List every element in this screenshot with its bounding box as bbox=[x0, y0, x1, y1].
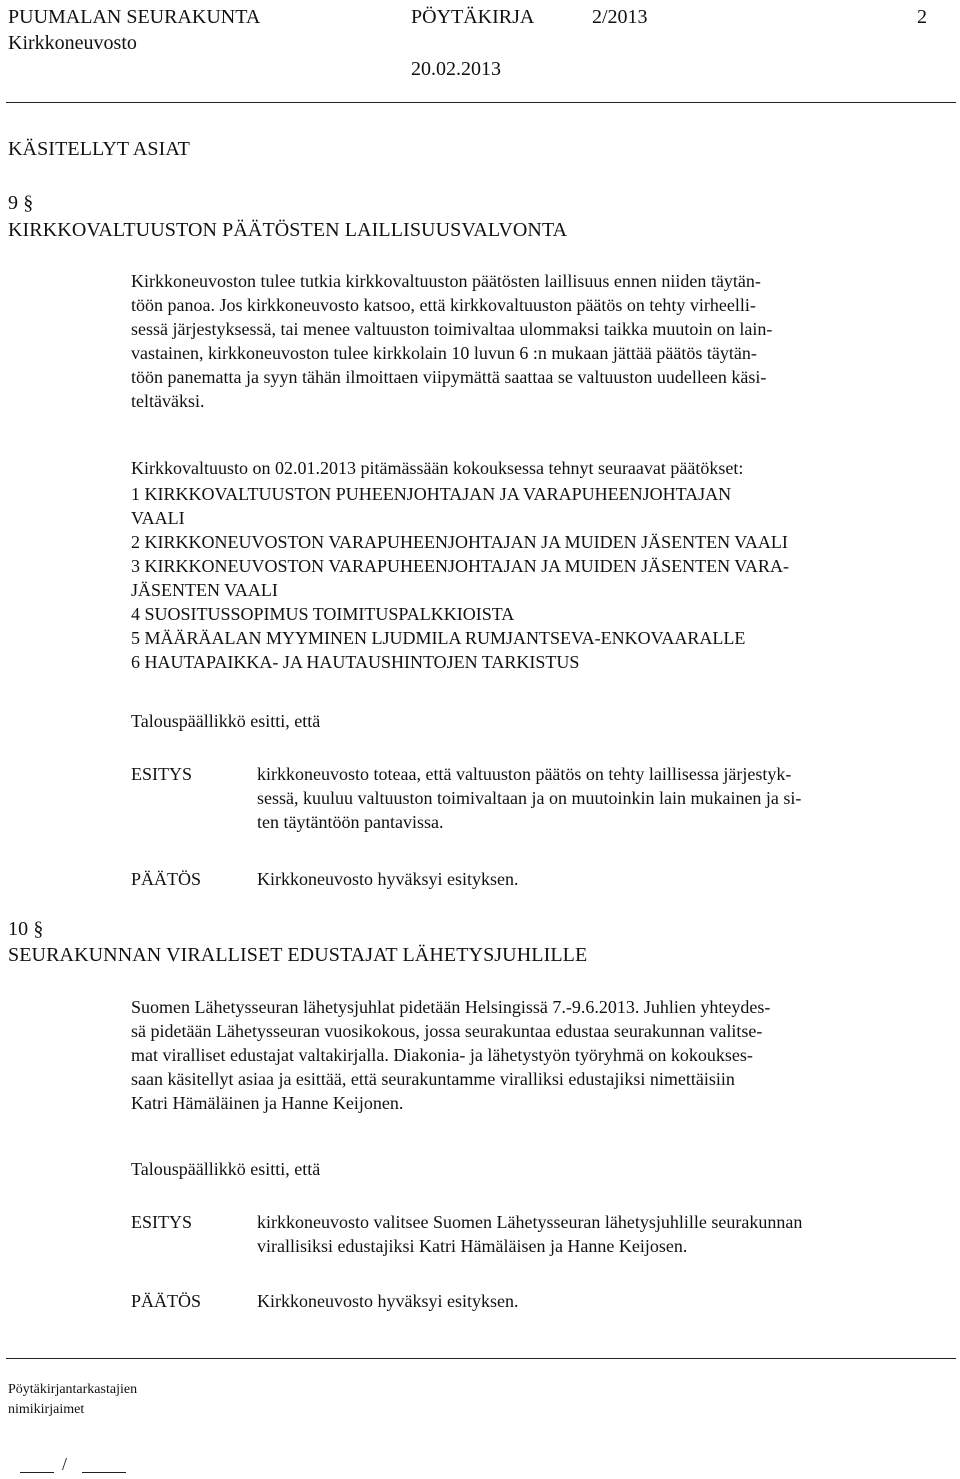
header-doc-number: 2/2013 bbox=[592, 6, 648, 28]
footer-label-1: Pöytäkirjantarkastajien bbox=[8, 1382, 138, 1397]
decisions-list bbox=[131, 482, 789, 674]
header-date: 20.02.2013 bbox=[411, 58, 501, 80]
decision-line: VAALI bbox=[131, 508, 185, 528]
item10-title: SEURAKUNNAN VIRALLISET EDUSTAJAT LÄHETYSJUHLILLE bbox=[8, 944, 588, 966]
item10-paragraph bbox=[131, 995, 770, 1115]
paragraph-line: töön panoa. Jos kirkkoneuvosto katsoo, että kirkkovaltuuston päätös on tehty virheelli- bbox=[131, 295, 756, 315]
paragraph-line: Kirkkoneuvoston tulee tutkia kirkkovaltuuston päätösten laillisuus ennen niiden täytän- bbox=[131, 271, 761, 291]
item10-esitys-label: ESITYS bbox=[131, 1212, 193, 1232]
decision-line: 5 MÄÄRÄALAN MYYMINEN LJUDMILA RUMJANTSEVA-ENKOVAARALLE bbox=[131, 628, 746, 648]
section-title: KÄSITELLYT ASIAT bbox=[8, 138, 191, 160]
header-rule bbox=[6, 102, 956, 103]
header-page-number: 2 bbox=[917, 6, 927, 28]
initials-line-right bbox=[82, 1472, 126, 1473]
item9-esitys-text bbox=[257, 762, 801, 834]
header-body: Kirkkoneuvosto bbox=[8, 32, 137, 54]
item10-presenter: Talouspäällikkö esitti, että bbox=[131, 1159, 321, 1179]
paragraph-line: sä pidetään Lähetysseuran vuosikokous, jossa seurakuntaa edustaa seurakunnan valitse- bbox=[131, 1021, 763, 1041]
section-sign-icon: § bbox=[23, 192, 34, 214]
header-org: PUUMALAN SEURAKUNTA bbox=[8, 6, 261, 28]
esitys-line: kirkkoneuvosto toteaa, että valtuuston päätös on tehty laillisessa järjestyk- bbox=[257, 764, 792, 784]
paragraph-line: Suomen Lähetysseuran lähetysjuhlat pidetään Helsingissä 7.-9.6.2013. Juhlien yhteydes- bbox=[131, 997, 771, 1017]
esitys-line: ten täytäntöön pantavissa. bbox=[257, 812, 444, 832]
item10-paatos-label: PÄÄTÖS bbox=[131, 1291, 202, 1311]
item10-section bbox=[8, 918, 43, 941]
section-sign-icon: § bbox=[33, 918, 44, 940]
decisions-intro: Kirkkovaltuusto on 02.01.2013 pitämässään kokouksessa tehnyt seuraavat päätökset: bbox=[131, 458, 744, 478]
item9-number: 9 bbox=[8, 192, 19, 214]
item9-esitys-label: ESITYS bbox=[131, 764, 193, 784]
decision-line: 6 HAUTAPAIKKA- JA HAUTAUSHINTOJEN TARKISTUS bbox=[131, 652, 580, 672]
esitys-line: virallisiksi edustajiksi Katri Hämäläisen ja Hanne Keijosen. bbox=[257, 1236, 688, 1256]
decision-line: JÄSENTEN VAALI bbox=[131, 580, 278, 600]
paragraph-line: sessä järjestyksessä, tai menee valtuuston toimivaltaa ulommaksi taikka muutoin on lain- bbox=[131, 319, 773, 339]
paragraph-line: teltäväksi. bbox=[131, 391, 205, 411]
item10-paatos-text: Kirkkoneuvosto hyväksyi esityksen. bbox=[257, 1291, 519, 1311]
footer-rule bbox=[6, 1358, 956, 1359]
initials-line-left bbox=[20, 1472, 54, 1473]
esitys-line: sessä, kuuluu valtuuston toimivaltaan ja on muutoinkin lain mukainen ja si- bbox=[257, 788, 802, 808]
header-doc-type: PÖYTÄKIRJA bbox=[411, 6, 535, 28]
decision-line: 3 KIRKKONEUVOSTON VARAPUHEENJOHTAJAN JA MUIDEN JÄSENTEN VARA- bbox=[131, 556, 789, 576]
paragraph-line: saan käsitellyt asiaa ja esittää, että seurakuntamme viralliksi edustajiksi nimettäisiin bbox=[131, 1069, 735, 1089]
footer-label-2: nimikirjaimet bbox=[8, 1402, 85, 1417]
paragraph-line: töön panematta ja syyn tähän ilmoittaen viipymättä saattaa se valtuuston uudelleen käsi- bbox=[131, 367, 767, 387]
item10-esitys-text bbox=[257, 1210, 802, 1258]
paragraph-line: vastainen, kirkkoneuvoston tulee kirkkolain 10 luvun 6 :n mukaan jättää päätös täytän- bbox=[131, 343, 757, 363]
item9-title: KIRKKOVALTUUSTON PÄÄTÖSTEN LAILLISUUSVALVONTA bbox=[8, 219, 568, 241]
decision-line: 2 KIRKKONEUVOSTON VARAPUHEENJOHTAJAN JA MUIDEN JÄSENTEN VAALI bbox=[131, 532, 788, 552]
item9-paatos-text: Kirkkoneuvosto hyväksyi esityksen. bbox=[257, 869, 519, 889]
item9-section bbox=[8, 192, 33, 215]
item9-paragraph bbox=[131, 269, 772, 413]
item10-number: 10 bbox=[8, 918, 29, 940]
paragraph-line: mat viralliset edustajat valtakirjalla. Diakonia- ja lähetystyön työryhmä on kokoukses- bbox=[131, 1045, 753, 1065]
item9-paatos-label: PÄÄTÖS bbox=[131, 869, 202, 889]
paragraph-line: Katri Hämäläinen ja Hanne Keijonen. bbox=[131, 1093, 404, 1113]
decision-line: 4 SUOSITUSSOPIMUS TOIMITUSPALKKIOISTA bbox=[131, 604, 515, 624]
initials-separator: / bbox=[62, 1454, 68, 1474]
decision-line: 1 KIRKKOVALTUUSTON PUHEENJOHTAJAN JA VARAPUHEENJOHTAJAN bbox=[131, 484, 732, 504]
esitys-line: kirkkoneuvosto valitsee Suomen Lähetysseuran lähetysjuhlille seurakunnan bbox=[257, 1212, 803, 1232]
item9-presenter: Talouspäällikkö esitti, että bbox=[131, 711, 321, 731]
